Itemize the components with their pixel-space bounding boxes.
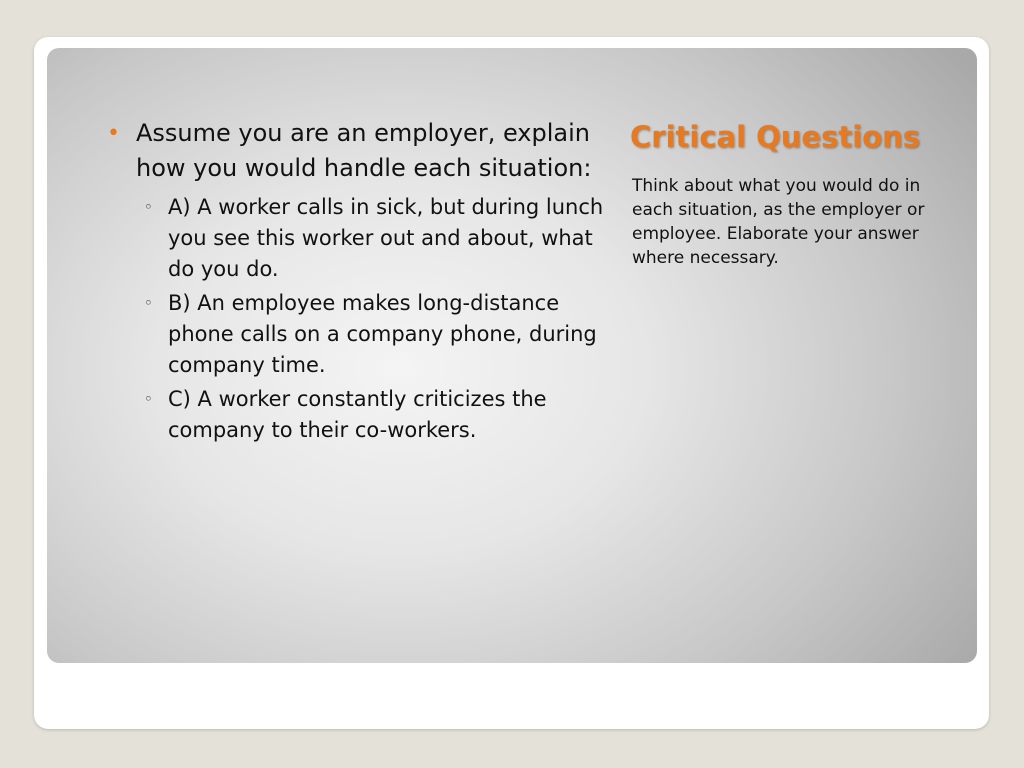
sub-bullet-text: C) A worker constantly criticizes the company to their co-workers.: [168, 387, 547, 442]
ring-bullet-icon: ◦: [144, 390, 153, 408]
sub-bullet-item: [144, 288, 604, 381]
sub-bullet-list: [104, 192, 604, 446]
sub-bullet-item: [144, 384, 604, 446]
ring-bullet-icon: ◦: [144, 294, 153, 312]
sub-bullet-text: B) An employee makes long-distance phone calls on a company phone, during company time.: [168, 291, 597, 377]
main-bullet-text: Assume you are an employer, explain how you would handle each situation:: [136, 119, 592, 182]
bullet-dot-icon: •: [107, 121, 120, 146]
sub-bullet-text: A) A worker calls in sick, but during lunch you see this worker out and about, what do you do.: [168, 195, 604, 281]
slide-title: Critical Questions: [630, 120, 920, 154]
slide-note: Think about what you would do in each situation, as the employer or employee. Elaborate your answer where necessary.: [632, 176, 925, 268]
ring-bullet-icon: ◦: [144, 198, 153, 216]
sub-bullet-item: [144, 192, 604, 285]
slide-content: [104, 116, 604, 449]
main-bullet: [104, 116, 604, 186]
